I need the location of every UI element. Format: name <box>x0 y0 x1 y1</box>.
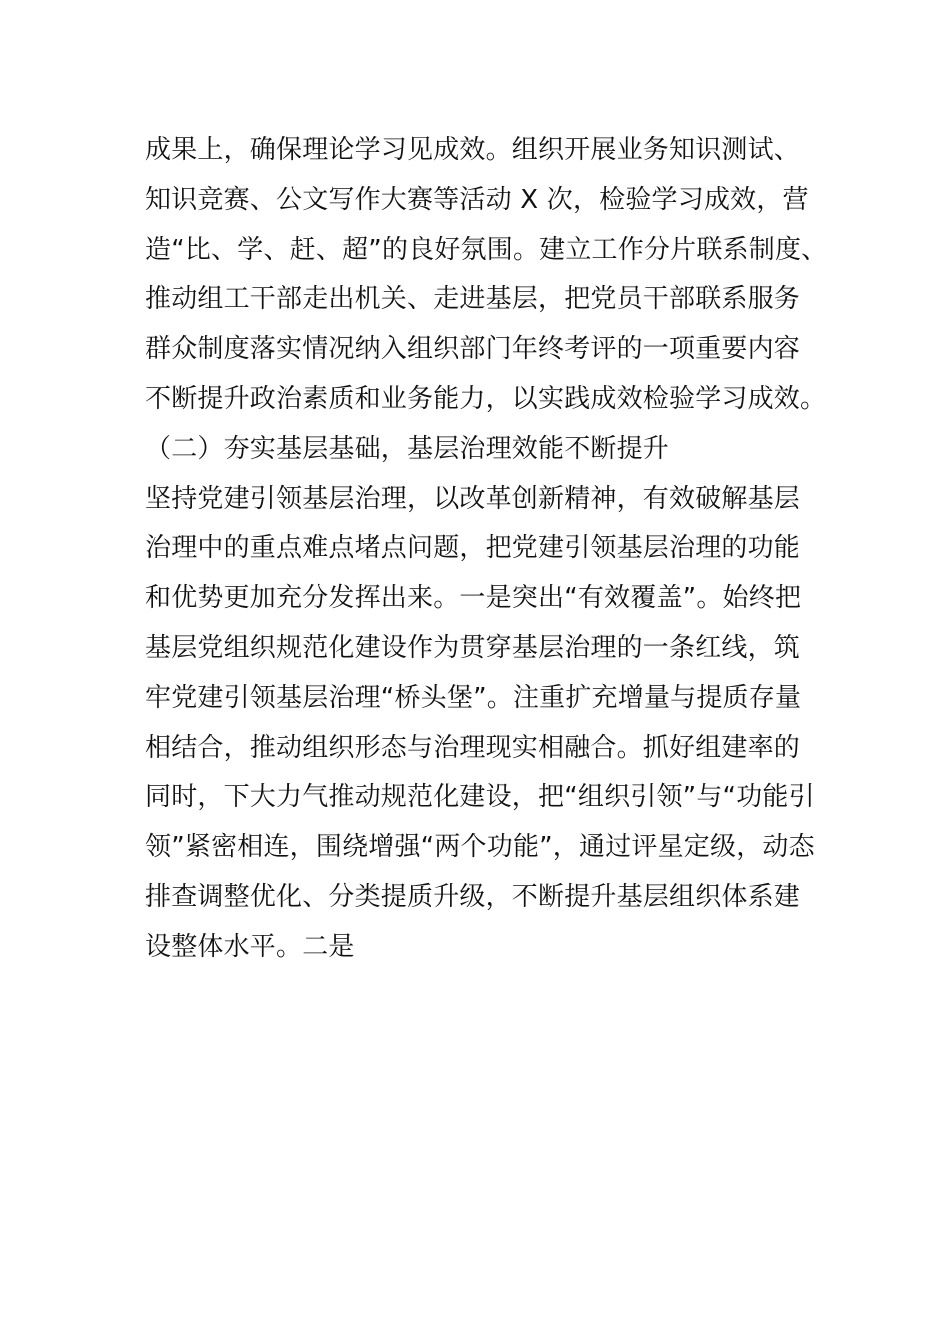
text-line: 坚持党建引领基层治理，以改革创新精神，有效破解基层 <box>145 483 801 514</box>
section-heading: （二）夯实基层基础，基层治理效能不断提升 <box>145 433 670 464</box>
text-line: 造“比、学、赶、超”的良好氛围。建立工作分片联系制度、 <box>145 234 828 265</box>
text-line: 知识竞赛、公文写作大赛等活动 X 次，检验学习成效，营 <box>145 184 809 215</box>
text-line: 成果上，确保理论学习见成效。组织开展业务知识测试、 <box>145 135 801 165</box>
text-line: 排查调整优化、分类提质升级，不断提升基层组织体系建 <box>145 881 801 912</box>
text-line: 领”紧密相连，围绕增强“两个功能”，通过评星定级，动态 <box>145 832 815 863</box>
text-line: 同时，下大力气推动规范化建设，把“组织引领”与“功能引 <box>145 782 815 813</box>
text-line: 群众制度落实情况纳入组织部门年终考评的一项重要内容 <box>145 334 801 365</box>
text-line: 推动组工干部走出机关、走进基层，把党员干部联系服务 <box>145 284 801 315</box>
text-line: 不断提升政治素质和业务能力，以实践成效检验学习成效。 <box>145 383 827 414</box>
text-line: 牢党建引领基层治理“桥头堡”。注重扩充增量与提质存量 <box>145 682 802 713</box>
text-line: 基层党组织规范化建设作为贯穿基层治理的一条红线，筑 <box>145 632 801 663</box>
text-line: 和优势更加充分发挥出来。一是突出“有效覆盖”。始终把 <box>145 583 802 614</box>
document-body <box>145 126 845 973</box>
text-line: 设整体水平。二是 <box>145 931 355 962</box>
text-line: 治理中的重点难点堵点问题，把党建引领基层治理的功能 <box>145 533 801 564</box>
text-line: 相结合，推动组织形态与治理现实相融合。抓好组建率的 <box>145 732 801 763</box>
